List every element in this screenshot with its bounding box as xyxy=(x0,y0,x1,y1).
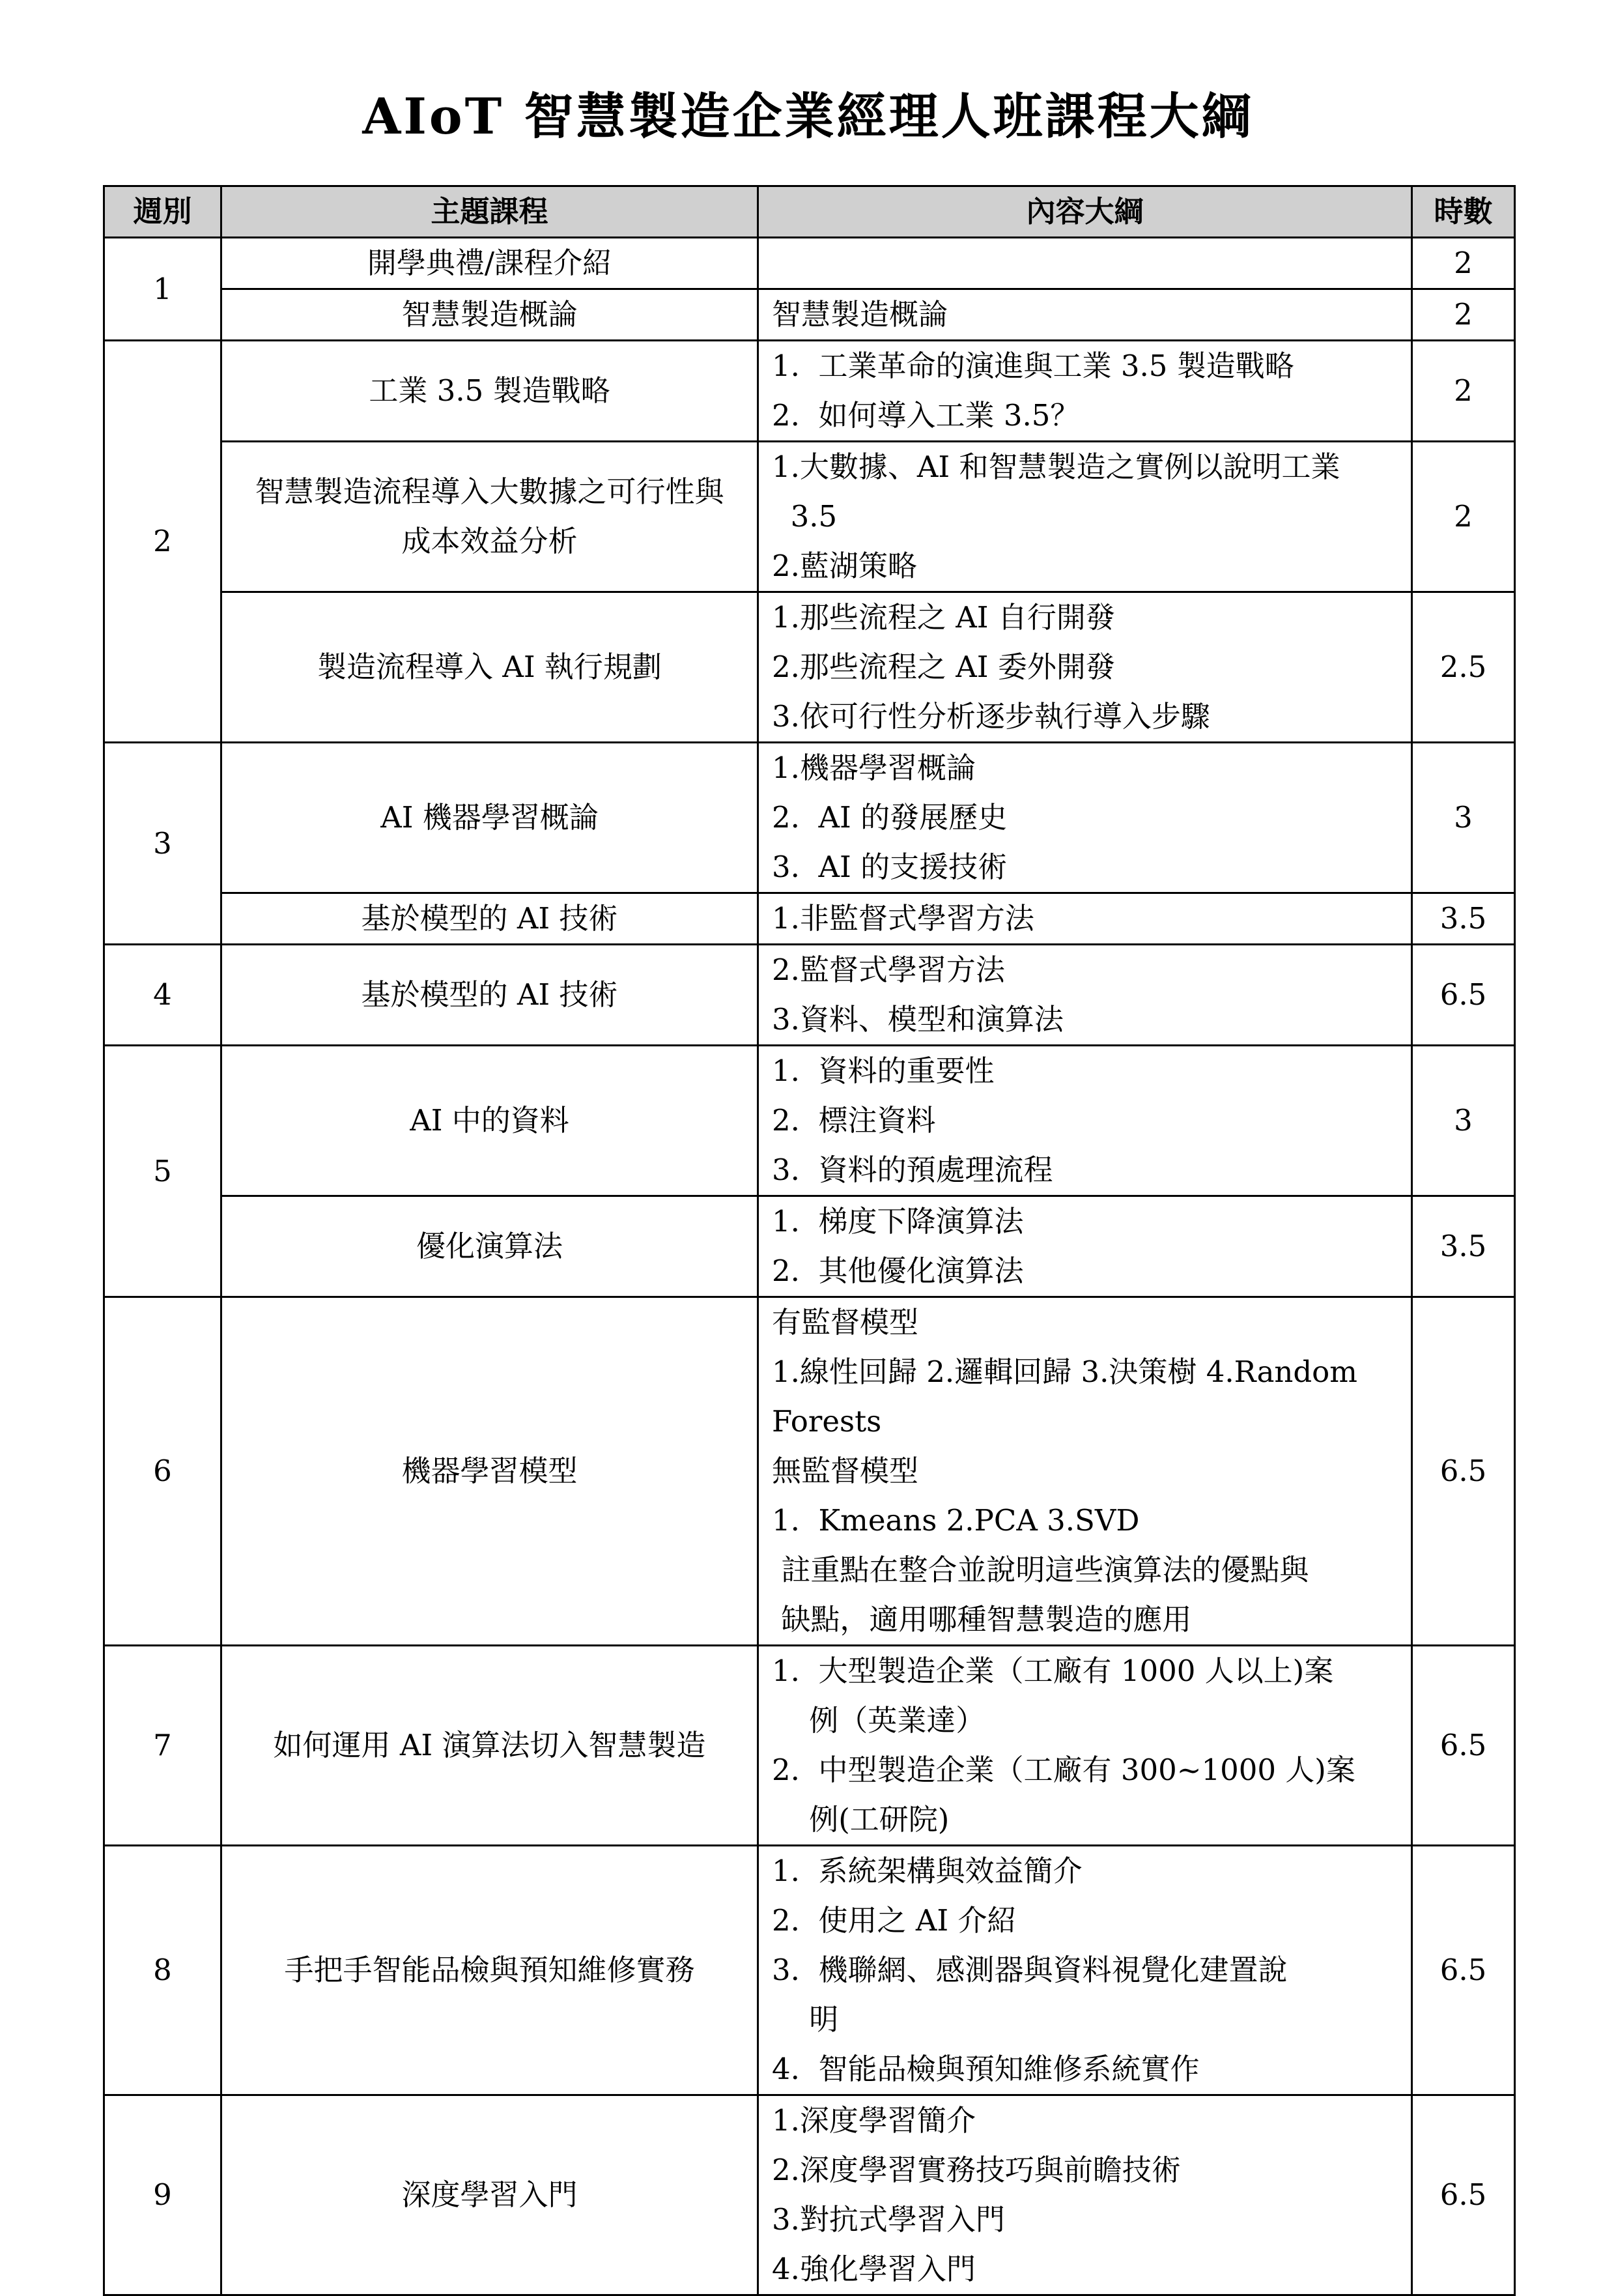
topic-cell: 優化演算法 xyxy=(221,1196,758,1297)
week-cell: 1 xyxy=(104,238,221,341)
table-row xyxy=(104,743,1515,893)
header-hours: 時數 xyxy=(1412,186,1515,238)
content-line: 3.5 xyxy=(772,499,838,534)
content-line: 1. 系統架構與效益簡介 xyxy=(772,1854,1083,1888)
topic-cell: 機器學習模型 xyxy=(221,1297,758,1646)
content-line: 1. 梯度下降演算法 xyxy=(772,1204,1024,1239)
week-cell: 5 xyxy=(104,1046,221,1297)
table-row xyxy=(104,1846,1515,2095)
topic-cell: 工業 3.5 製造戰略 xyxy=(221,341,758,442)
content-line: 例（英業達） xyxy=(772,1703,985,1738)
content-line: 2.深度學習實務技巧與前瞻技術 xyxy=(772,2153,1181,2187)
content-line: 1.那些流程之 AI 自行開發 xyxy=(772,600,1115,635)
content-cell xyxy=(758,238,1412,289)
content-line: 無監督模型 xyxy=(772,1454,919,1488)
topic-cell: 開學典禮/課程介紹 xyxy=(221,238,758,289)
topic-cell: 基於模型的 AI 技術 xyxy=(221,893,758,945)
header-topic: 主題課程 xyxy=(221,186,758,238)
week-cell: 2 xyxy=(104,341,221,743)
content-line: 1. 資料的重要性 xyxy=(772,1054,995,1088)
table-row xyxy=(104,893,1515,945)
hours-cell: 2 xyxy=(1412,341,1515,442)
topic-cell: 基於模型的 AI 技術 xyxy=(221,945,758,1046)
content-cell xyxy=(758,592,1412,743)
table-row xyxy=(104,442,1515,592)
content-line: 3.資料、模型和演算法 xyxy=(772,1002,1064,1037)
topic-cell: AI 機器學習概論 xyxy=(221,743,758,893)
table-row xyxy=(104,2095,1515,2295)
table-row xyxy=(104,289,1515,341)
week-cell: 9 xyxy=(104,2095,221,2295)
table-row xyxy=(104,238,1515,289)
hours-cell: 2 xyxy=(1412,442,1515,592)
hours-cell: 2 xyxy=(1412,289,1515,341)
content-line: 2.監督式學習方法 xyxy=(772,953,1005,987)
content-line: 1. 工業革命的演進與工業 3.5 製造戰略 xyxy=(772,349,1294,383)
content-line: 3. AI 的支援技術 xyxy=(772,850,1008,884)
hours-cell: 2 xyxy=(1412,238,1515,289)
content-line: 1.機器學習概論 xyxy=(772,751,976,785)
content-line: 3.對抗式學習入門 xyxy=(772,2202,1005,2237)
content-line: 2. 中型製造企業（工廠有 300~1000 人)案 xyxy=(772,1753,1355,1787)
content-line: 4. 智能品檢與預知維修系統實作 xyxy=(772,2052,1200,2086)
hours-cell: 6.5 xyxy=(1412,945,1515,1046)
table-row xyxy=(104,1046,1515,1196)
content-line: 2.藍湖策略 xyxy=(772,549,917,583)
document-title: AIoT 智慧製造企業經理人班課程大綱 xyxy=(362,87,1254,145)
topic-cell: 如何運用 AI 演算法切入智慧製造 xyxy=(221,1646,758,1846)
header-week: 週別 xyxy=(104,186,221,238)
table-row xyxy=(104,592,1515,743)
content-line: 2. 使用之 AI 介紹 xyxy=(772,1903,1017,1938)
syllabus-table xyxy=(103,185,1516,2296)
table-row xyxy=(104,945,1515,1046)
content-line: 註重點在整合並說明這些演算法的優點與 xyxy=(772,1553,1309,1587)
content-line: 3. 資料的預處理流程 xyxy=(772,1153,1053,1187)
content-cell xyxy=(758,1646,1412,1846)
content-line: 3. 機聯網、感測器與資料視覺化建置說 xyxy=(772,1953,1288,1987)
content-cell xyxy=(758,2095,1412,2295)
content-line: 缺點，適用哪種智慧製造的應用 xyxy=(772,1602,1192,1637)
table-row xyxy=(104,341,1515,442)
hours-cell: 2.5 xyxy=(1412,592,1515,743)
table-header-row xyxy=(104,186,1515,238)
content-cell xyxy=(758,893,1412,945)
hours-cell: 6.5 xyxy=(1412,1646,1515,1846)
content-cell xyxy=(758,1046,1412,1196)
content-line: 2. AI 的發展歷史 xyxy=(772,800,1008,835)
topic-cell: 製造流程導入 AI 執行規劃 xyxy=(221,592,758,743)
content-cell xyxy=(758,945,1412,1046)
content-line: 2. 如何導入工業 3.5？ xyxy=(772,398,1080,433)
table-row xyxy=(104,1297,1515,1646)
content-line: 1.大數據、AI 和智慧製造之實例以說明工業 xyxy=(772,450,1340,484)
content-line: 2. 其他優化演算法 xyxy=(772,1254,1024,1288)
content-line: 明 xyxy=(772,2002,839,2037)
content-line: 1.線性回歸 2.邏輯回歸 3.決策樹 4.Random xyxy=(772,1355,1357,1389)
week-cell: 8 xyxy=(104,1846,221,2095)
header-content: 內容大綱 xyxy=(758,186,1412,238)
topic-cell: 手把手智能品檢與預知維修實務 xyxy=(221,1846,758,2095)
content-cell xyxy=(758,1297,1412,1646)
topic-cell: AI 中的資料 xyxy=(221,1046,758,1196)
content-cell xyxy=(758,743,1412,893)
content-line: Forests xyxy=(772,1404,882,1439)
content-line: 智慧製造概論 xyxy=(772,297,948,332)
hours-cell: 6.5 xyxy=(1412,1846,1515,2095)
content-line: 1. 大型製造企業（工廠有 1000 人以上)案 xyxy=(772,1654,1334,1688)
topic-cell: 深度學習入門 xyxy=(221,2095,758,2295)
hours-cell: 6.5 xyxy=(1412,2095,1515,2295)
table-row xyxy=(104,1196,1515,1297)
content-cell xyxy=(758,341,1412,442)
content-line: 1.深度學習簡介 xyxy=(772,2103,976,2138)
hours-cell: 3.5 xyxy=(1412,893,1515,945)
hours-cell: 3 xyxy=(1412,743,1515,893)
hours-cell: 3.5 xyxy=(1412,1196,1515,1297)
content-cell xyxy=(758,1196,1412,1297)
content-line: 2. 標注資料 xyxy=(772,1103,936,1138)
content-cell xyxy=(758,289,1412,341)
content-line: 2.那些流程之 AI 委外開發 xyxy=(772,650,1115,684)
topic-cell: 智慧製造概論 xyxy=(221,289,758,341)
hours-cell: 3 xyxy=(1412,1046,1515,1196)
content-cell xyxy=(758,442,1412,592)
week-cell: 7 xyxy=(104,1646,221,1846)
content-line: 3.依可行性分析逐步執行導入步驟 xyxy=(772,699,1210,734)
content-line: 1. Kmeans 2.PCA 3.SVD xyxy=(772,1503,1140,1538)
topic-cell: 智慧製造流程導入大數據之可行性與成本效益分析 xyxy=(221,442,758,592)
content-line: 例(工研院) xyxy=(772,1802,950,1837)
week-cell: 6 xyxy=(104,1297,221,1646)
content-line: 4.強化學習入門 xyxy=(772,2252,976,2286)
table-row xyxy=(104,1646,1515,1846)
content-line: 有監督模型 xyxy=(772,1305,919,1340)
week-cell: 3 xyxy=(104,743,221,945)
content-cell xyxy=(758,1846,1412,2095)
hours-cell: 6.5 xyxy=(1412,1297,1515,1646)
content-line: 1.非監督式學習方法 xyxy=(772,901,1034,936)
week-cell: 4 xyxy=(104,945,221,1046)
